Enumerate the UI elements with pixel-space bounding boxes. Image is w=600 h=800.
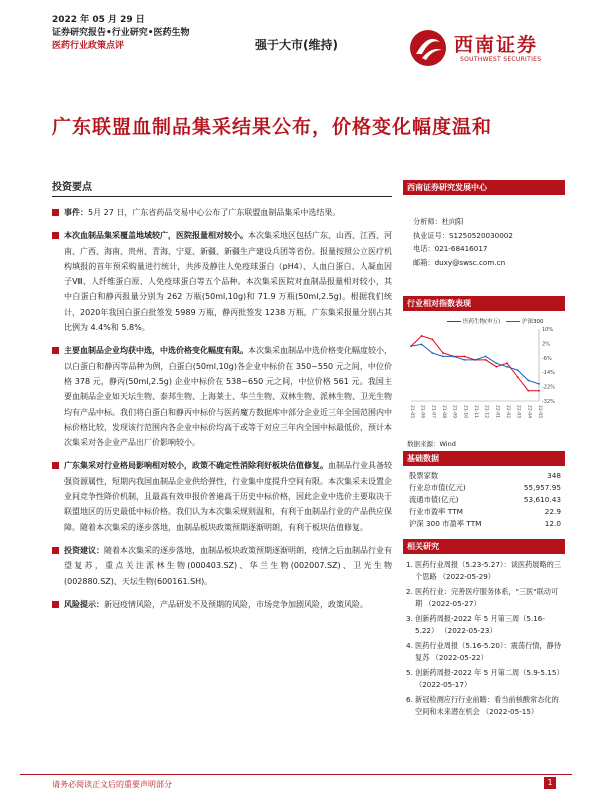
- related-num: 4.: [406, 641, 413, 650]
- report-title: 广东联盟血制品集采结果公布，价格变化幅度温和: [52, 116, 493, 138]
- chart-heading: 行业相对指数表现: [403, 296, 565, 311]
- y-tick-label: 2%: [542, 341, 550, 348]
- key-point-lead: 主要血制品企业均获中选，中选价格变化幅度有限。: [64, 346, 248, 356]
- logo-text-cn: 西南证券: [454, 34, 539, 56]
- x-tick-label: 21-12: [483, 405, 489, 419]
- analyst-email[interactable]: 邮箱：duxy@swsc.com.cn: [413, 257, 506, 267]
- line-chart: [403, 313, 565, 435]
- legend-label: 沪深300: [522, 319, 544, 325]
- basic-data-table: [403, 470, 565, 530]
- analyst-cert: 执业证号：S1250520030002: [413, 230, 513, 240]
- report-date: 2022 年 05 月 29 日: [52, 15, 145, 25]
- related-item[interactable]: [403, 613, 565, 637]
- key-point-text: 新冠疫情风险，产品研发不及预期的风险，市场竞争加剧风险，政策风险。: [104, 599, 368, 609]
- data-label: 行业总市值(亿元): [409, 483, 466, 492]
- data-point: [527, 390, 529, 392]
- x-tick-label: 22-03: [515, 405, 521, 419]
- page-number: 1: [544, 777, 556, 789]
- analyst-phone: 电话：021-68416017: [413, 244, 488, 253]
- y-tick-label: -22%: [542, 384, 555, 391]
- series-line-pharma: [411, 336, 539, 391]
- footer-disclaimer: 请务必阅读正文后的重要声明部分: [52, 780, 172, 789]
- key-point: [52, 458, 392, 534]
- related-text: 新冠检测应行行业前瞻：看当前核酸常态化的空间和未来潜在机会 （2022-05-15）: [415, 695, 559, 716]
- key-point-lead: 本次血制品集采覆盖地域较广，医院报量相对较小。: [64, 231, 248, 241]
- logo-icon: [408, 28, 448, 68]
- key-point-lead: 投资建议：: [64, 545, 104, 555]
- bullet-icon: [52, 232, 59, 239]
- data-label: 股票家数: [409, 471, 439, 480]
- key-point: [52, 597, 392, 612]
- data-value: 12.0: [544, 519, 561, 528]
- bullet-icon: [52, 601, 59, 608]
- section-heading: 投资要点: [52, 178, 392, 197]
- chart-panel: [403, 296, 565, 448]
- series-line-csi300: [411, 344, 539, 384]
- x-tick-label: 21-11: [473, 405, 478, 419]
- basic-data-panel: [403, 451, 565, 530]
- key-point-lead: 广东集采对行业格局影响相对较小，政策不确定性消除利好板块估值修复。: [64, 461, 328, 471]
- x-tick-label: 21-09: [451, 405, 457, 419]
- data-label: 沪深 300 市盈率 TTM: [409, 519, 482, 528]
- report-category: 证券研究报告•行业研究•医药生物: [52, 28, 190, 38]
- related-text: 创新药周报-2022 年 5 月第二周（5.9-5.15） （2022-05-17）: [415, 668, 564, 689]
- y-tick-label: 10%: [542, 327, 554, 333]
- data-point: [517, 369, 519, 371]
- related-text: 创新药周报-2022 年 5 月第三周（5.16-5.22） （2022-05-23）: [415, 614, 545, 635]
- brand-logo: [408, 28, 558, 72]
- related-item[interactable]: [403, 694, 565, 718]
- related-item[interactable]: [403, 640, 565, 664]
- related-list: [403, 559, 565, 718]
- data-point: [517, 376, 519, 378]
- key-point: [52, 205, 392, 220]
- related-research-panel: [403, 539, 565, 718]
- report-header: [52, 14, 282, 53]
- data-point: [485, 359, 487, 361]
- key-point-text: 随着本次集采的逐步落地，血制品板块政策预期逐渐明朗，疫情之后血制品行业有望复苏，重点关注派林生物(000403.SZ)、华兰生物(002007.SZ)、卫光生物(002880.SZ)、天坛生物(600161.SH)。: [64, 545, 392, 586]
- bullet-icon: [52, 462, 59, 469]
- x-tick-label: 22-04: [526, 405, 532, 419]
- data-point: [474, 359, 476, 361]
- related-text: 医药行业周报（5.16-5.20）：震荡行情，静待复苏 （2022-05-22）: [415, 641, 562, 662]
- footer-divider: [20, 774, 572, 775]
- data-point: [421, 344, 423, 346]
- bullet-icon: [52, 547, 59, 554]
- rating: 强于大市(维持): [255, 38, 338, 52]
- related-text: 医药行业周报（5.23-5.27）：谈医药展略的三个思路 （2022-05-29）: [415, 560, 562, 581]
- key-point-text: 5月 27 日，广东省药品交易中心公布了广东联盟血制品集采中选结果。: [88, 208, 341, 217]
- x-tick-label: 21-06: [419, 405, 425, 419]
- legend-swatch: [447, 321, 461, 323]
- data-label: 流通市值(亿元): [409, 495, 459, 504]
- analyst-panel: [403, 180, 565, 269]
- data-point: [431, 338, 433, 340]
- data-value: 53,610.43: [523, 495, 561, 504]
- legend-swatch: [506, 321, 520, 323]
- key-point: [52, 343, 392, 450]
- y-tick-label: -6%: [542, 355, 552, 362]
- analyst-info: [403, 215, 565, 269]
- data-label: 行业市盈率 TTM: [409, 507, 463, 516]
- x-tick-label: 22-01: [494, 405, 500, 419]
- data-value: 348: [547, 471, 561, 480]
- legend-label: 医药生物(申万): [463, 319, 501, 325]
- key-point-text: 血制品行业具备较强资源属性，短期内我国血制品企业供给弹性，行业集中度提升空间有限。本次集采未设置企业间竞争性降价机制，且最高有效申报价普遍高于历史中标价格，因此企业中选价主要取决于联盟地区的历史最低中标价格。我们认为本次集采规则温和，有利于血制品行业的产品供应保障。随着本次集采的逐步落地，血制品板块政策预期逐渐明朗，有利于板块估值修复。: [64, 461, 392, 532]
- bullet-icon: [52, 209, 59, 216]
- chart-legend: [443, 317, 544, 325]
- team-heading: 西南证券研究发展中心: [403, 180, 565, 195]
- x-tick-label: 22-02: [505, 405, 510, 419]
- related-num: 1.: [406, 560, 413, 569]
- key-point: [52, 228, 392, 335]
- data-point: [527, 380, 529, 382]
- y-tick-label: -14%: [542, 370, 555, 377]
- related-text: 医药行业：完善医疗服务体系，"三医"联动可期 （2022-05-27）: [415, 587, 559, 608]
- related-num: 6.: [406, 695, 413, 704]
- report-type: 医药行业政策点评: [52, 41, 125, 51]
- data-point: [453, 356, 455, 358]
- data-point: [463, 356, 465, 358]
- key-point-text: 本次集采血制品中选价格变化幅度较小，以白蛋白和静丙等品种为例，白蛋白(50ml,10g)各企业中标价在 350~550 元之间，中位价格 378 元，静丙(50ml,2.5g) 企业中标价在 538~650 元之间，中位价格 561 元。我国主要血制品企业如天坛生物、泰邦生物、上海莱士、华兰生物、双林生物、派林生物、卫光生物均有产品中标。我们将白蛋白和静丙中标价与医药魔方数据库中部分企业近三年全国范围内中标价格比较，发现该行范围内各企业中标价均高于或等于对应三年内全国中标最低价，预计本次集采对各企业产品出厂价影响较小。: [64, 346, 392, 448]
- x-tick-label: 21-10: [462, 405, 468, 419]
- related-item[interactable]: [403, 586, 565, 610]
- data-row: [403, 518, 565, 530]
- data-source: 数据来源：Wind: [407, 440, 456, 448]
- key-point-lead: 事件：: [64, 208, 88, 217]
- key-point: [52, 543, 392, 589]
- data-point: [506, 362, 508, 364]
- data-point: [410, 345, 412, 347]
- related-num: 2.: [406, 587, 413, 596]
- data-value: 22.9: [544, 507, 561, 516]
- logo-text-en: SOUTHWEST SECURITIES: [460, 56, 542, 63]
- analyst-name: 分析师：杜向阳: [413, 217, 464, 226]
- data-point: [421, 335, 423, 337]
- x-tick-label: 21-08: [441, 405, 446, 419]
- data-point: [485, 356, 487, 358]
- related-item[interactable]: [403, 559, 565, 583]
- related-heading: 相关研究: [403, 539, 565, 554]
- bullet-icon: [52, 347, 59, 354]
- data-point: [495, 362, 497, 364]
- data-point: [495, 366, 497, 368]
- x-tick-label: 21-05: [409, 405, 414, 419]
- data-value: 55,957.95: [523, 483, 561, 492]
- main-content: [52, 178, 392, 612]
- data-point: [463, 359, 465, 361]
- data-point: [538, 383, 540, 385]
- key-point-text: 本次集采地区包括广东、山西、江西、河南、广西、海南、贵州、青海、宁夏、新疆、新疆生产建设兵团等省份。报量按照公立医疗机构填报的首年预采购量进行统计，共涉及静注人免疫球蛋白（pH4）、人血白蛋白、人凝血因子Ⅷ、人纤维蛋白原、人免疫球蛋白等五个品种。本次集采医院对血制品报量相对较小，其中白蛋白和静丙报量分别为 262 万瓶(50ml,10g)和 71.9 万瓶(50ml,2.5g)。根据我们统计，2020年我国白蛋白批签发 5989 万瓶，静丙批签发 1238 万瓶，广东集采报量分别占其比例为 4.4%和 5.8%。: [64, 231, 392, 333]
- chart-area: [403, 313, 565, 435]
- data-point: [442, 352, 444, 354]
- data-point: [506, 366, 508, 368]
- y-tick-label: -32%: [542, 399, 555, 405]
- basic-data-heading: 基础数据: [403, 451, 565, 466]
- data-point: [538, 390, 540, 392]
- data-row: [403, 470, 565, 482]
- related-num: 3.: [406, 614, 413, 623]
- x-tick-label: 22-05: [537, 405, 542, 419]
- data-point: [431, 352, 433, 354]
- key-point-lead: 风险提示：: [64, 599, 104, 609]
- data-point: [442, 356, 444, 358]
- related-num: 5.: [406, 668, 413, 677]
- data-row: [403, 506, 565, 518]
- data-row: [403, 494, 565, 506]
- x-tick-label: 21-07: [430, 405, 436, 419]
- data-row: [403, 482, 565, 494]
- related-item[interactable]: [403, 667, 565, 691]
